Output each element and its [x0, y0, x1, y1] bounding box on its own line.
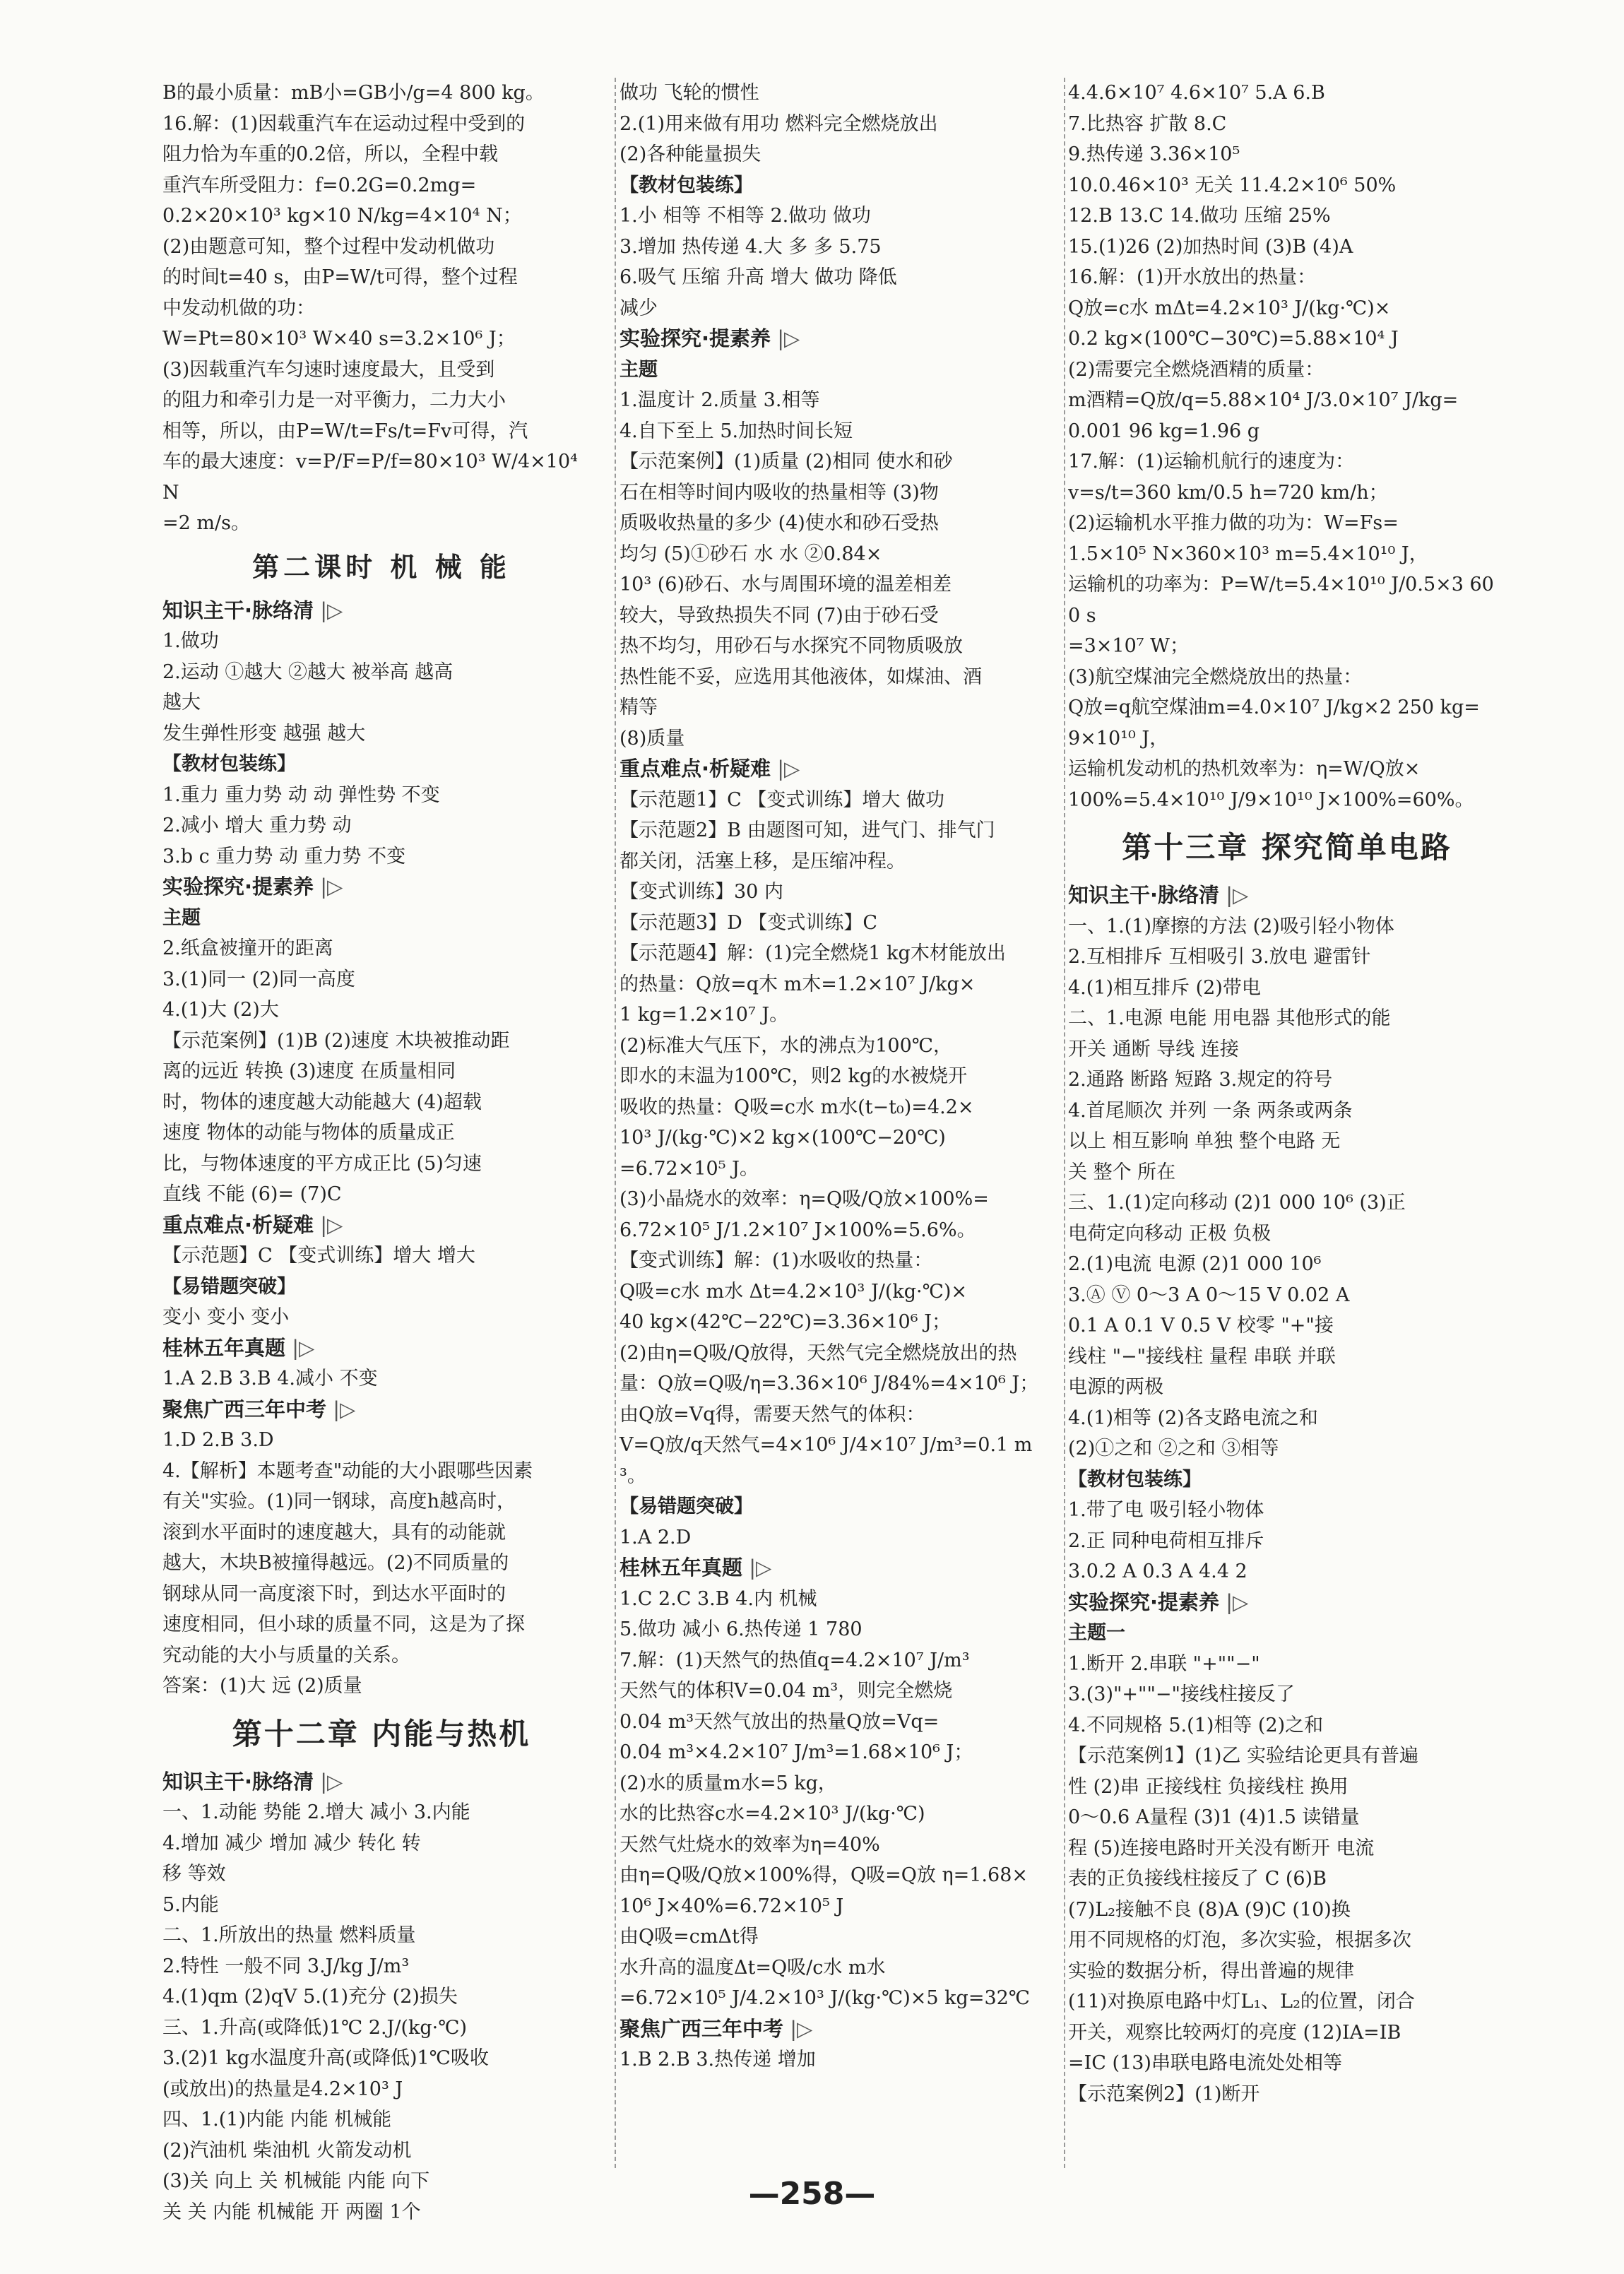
answer-line: 17.解：(1)运输机航行的速度为： [1068, 451, 1355, 473]
answer-line: (3)航空煤油完全燃烧放出的热量： [1068, 665, 1363, 688]
answer-line: 0.1 A 0.1 V 0.5 V 校零 "+"接 [1068, 1315, 1334, 1337]
answer-line: 【示范题4】解：(1)完全燃烧1 kg木材能放出 [620, 942, 1006, 964]
answer-line: 1.C 2.C 3.B 4.内 机械 [620, 1587, 817, 1610]
answer-line: Q吸=c水 m水 Δt=4.2×10³ J/(kg·℃)× [620, 1280, 967, 1303]
answer-line: 3.增加 热传递 4.大 多 多 5.75 [620, 235, 882, 258]
answer-line: (2)汽油机 柴油机 火箭发动机 [162, 2139, 412, 2162]
answer-line: 3.(1)同一 (2)同一高度 [162, 968, 355, 990]
answer-line: 1.B 2.B 3.热传递 增加 [620, 2049, 816, 2071]
answer-line: 一、1.(1)摩擦的方法 (2)吸引轻小物体 [1068, 915, 1394, 937]
answer-line: 水的比热容c水=4.2×10³ J/(kg·℃) [620, 1803, 925, 1825]
answer-line: 开关，观察比较两灯的亮度 (12)IA=IB [1068, 2021, 1401, 2044]
section-heading: 实验探究·提素养 |▷ [1068, 1587, 1506, 1618]
answer-line: =6.72×10⁵ J。 [620, 1157, 759, 1180]
answer-line: =3×10⁷ W； [1068, 635, 1189, 657]
answer-line: 【变式训练】30 内 [620, 881, 783, 903]
section-heading: 桂林五年真题 |▷ [162, 1333, 600, 1364]
answer-line: 【示范题1】C 【变式训练】增大 做功 [620, 788, 945, 811]
answer-line: 中发动机做的功： [162, 297, 315, 319]
answer-line: 用不同规格的灯泡，多次实验，根据多次 [1068, 1929, 1411, 1951]
answer-line: 速度 物体的动能与物体的质量成正 [162, 1122, 455, 1144]
section-heading: 桂林五年真题 |▷ [620, 1553, 1057, 1584]
answer-line: (2)由η=Q吸/Q放得，天然气完全燃烧放出的热 [620, 1342, 1017, 1364]
answer-line: 由Q吸=cmΔt得 [620, 1926, 759, 1948]
answer-line: 4.首尾顺次 并列 一条 两条或两条 [1068, 1099, 1353, 1122]
answer-line: 0.2 kg×(100℃−30℃)=5.88×10⁴ J [1068, 328, 1399, 350]
answer-line: 质吸收热量的多少 (4)使水和砂石受热 [620, 512, 939, 534]
answer-line: 一、1.动能 势能 2.增大 减小 3.内能 [162, 1801, 470, 1823]
answer-line: 二、1.所放出的热量 燃料质量 [162, 1924, 416, 1946]
section-heading: 重点难点·析疑难 |▷ [162, 1210, 600, 1241]
answer-line: (2)标准大气压下，水的沸点为100℃， [620, 1034, 952, 1057]
answer-line: Q放=q航空煤油m=4.0×10⁷ J/kg×2 250 kg= [1068, 697, 1480, 718]
answer-line: 究动能的大小与质量的关系。 [162, 1644, 410, 1666]
answer-line: 由Q放=Vq得，需要天然气的体积： [620, 1403, 925, 1426]
answer-line: 天然气灶烧水的效率为η=40% [620, 1833, 880, 1856]
column-3 [1068, 78, 1506, 2109]
answer-line: =6.72×10⁵ J/4.2×10³ J/(kg·℃)×5 kg=32℃ [620, 1987, 1031, 2009]
answer-line: W=Pt=80×10³ W×40 s=3.2×10⁶ J； [162, 328, 516, 350]
answer-line: V=Q放/q天然气=4×10⁶ J/4×10⁷ J/m³=0.1 m³。 [620, 1434, 1033, 1487]
answer-line: 1.带了电 吸引轻小物体 [1068, 1499, 1264, 1521]
answer-line: 时，物体的速度越大动能越大 (4)超载 [162, 1091, 482, 1113]
answer-line: B的最小质量：mB小=GB小/g=4 800 kg。 [162, 82, 545, 104]
answer-line: 4.4.6×10⁷ 4.6×10⁷ 5.A 6.B [1068, 82, 1325, 104]
answer-line: 离的远近 转换 (3)速度 在质量相同 [162, 1060, 456, 1082]
answer-line: 表的正负接线柱接反了 C (6)B [1068, 1868, 1327, 1890]
subheading: 【教材包装练】 [1068, 1468, 1202, 1491]
answer-line: 四、1.(1)内能 内能 机械能 [162, 2109, 392, 2131]
answer-line: 4.(1)相等 (2)各支路电流之和 [1068, 1407, 1318, 1429]
answer-line: 移 等效 [162, 1863, 226, 1885]
answer-line: 1.温度计 2.质量 3.相等 [620, 389, 820, 411]
answer-line: 4.(1)相互排斥 (2)带电 [1068, 976, 1261, 999]
answer-line: 0.2×20×10³ kg×10 N/kg=4×10⁴ N； [162, 205, 522, 227]
page-number: —258— [748, 2176, 876, 2212]
answer-line: =2 m/s。 [162, 512, 250, 534]
answer-line: 即水的末温为100℃，则2 kg的水被烧开 [620, 1065, 968, 1087]
answer-line: 1.5×10⁵ N×360×10³ m=5.4×10¹⁰ J， [1068, 543, 1428, 565]
answer-line: 做功 飞轮的惯性 [620, 82, 759, 104]
answer-line: 滚到水平面时的速度越大，具有的动能就 [162, 1521, 506, 1544]
section-heading: 实验探究·提素养 |▷ [162, 872, 600, 903]
column-divider [615, 78, 616, 2168]
answer-line: 40 kg×(42℃−22℃)=3.36×10⁶ J； [620, 1311, 951, 1333]
subheading: 【教材包装练】 [620, 174, 753, 196]
answer-line: 1.A 2.B 3.B 4.减小 不变 [162, 1368, 378, 1390]
answer-line: (11)对换原电路中灯L₁、L₂的位置，闭合 [1068, 1991, 1415, 2013]
answer-line: 都关闭，活塞上移，是压缩冲程。 [620, 850, 906, 872]
answer-line: 1.A 2.D [620, 1526, 692, 1548]
section-heading: 知识主干·脉络清 |▷ [162, 1767, 600, 1798]
answer-line: (2)需要完全燃烧酒精的质量： [1068, 358, 1324, 381]
answer-line: 开关 通断 导线 连接 [1068, 1038, 1239, 1060]
answer-line: 2.(1)电流 电源 (2)1 000 10⁶ [1068, 1253, 1322, 1275]
answer-line: 的热量：Q放=q木 m木=1.2×10⁷ J/kg× [620, 973, 976, 995]
answer-line: 电源的两极 [1068, 1376, 1163, 1398]
section-heading: 实验探究·提素养 |▷ [620, 324, 1057, 355]
answer-line: 重汽车所受阻力：f=0.2G=0.2mg= [162, 174, 477, 196]
lesson-title: 第二课时 机 械 能 [252, 551, 511, 583]
answer-line: 9.热传递 3.36×10⁵ [1068, 143, 1240, 165]
answer-line: 【示范案例1】(1)乙 实验结论更具有普遍 [1068, 1745, 1419, 1767]
answer-line: 2.减小 增大 重力势 动 [162, 815, 352, 836]
answer-line: 关 关 内能 机械能 开 两圈 1个 [162, 2201, 421, 2223]
answer-line: 【示范题3】D 【变式训练】C [620, 911, 878, 934]
subheading: 【教材包装练】 [162, 753, 296, 775]
answer-line: (8)质量 [620, 727, 685, 750]
answer-line: 0.04 m³×4.2×10⁷ J/m³=1.68×10⁶ J； [620, 1741, 973, 1763]
answer-line: 16.解：(1)开水放出的热量： [1068, 266, 1317, 288]
answer-line: 2.运动 ①越大 ②越大 被举高 越高 [162, 661, 454, 683]
answer-line: 减少 [620, 297, 658, 319]
answer-line: 比，与物体速度的平方成正比 (5)匀速 [162, 1152, 482, 1175]
answer-line: 100%=5.4×10¹⁰ J/9×10¹⁰ J×100%=60%。 [1068, 788, 1474, 811]
answer-line: v=s/t=360 km/0.5 h=720 km/h； [1068, 481, 1388, 504]
answer-line: 1 kg=1.2×10⁷ J。 [620, 1004, 789, 1026]
chapter-title: 第十三章 探究简单电路 [1122, 830, 1452, 865]
answer-line: (2)运输机水平推力做的功为：W=Fs= [1068, 512, 1399, 534]
answer-line: 阻力恰为车重的0.2倍，所以，全程中载 [162, 143, 498, 165]
answer-line: 4.【解析】本题考查"动能的大小跟哪些因素 [162, 1459, 533, 1482]
answer-line: 4.不同规格 5.(1)相等 (2)之和 [1068, 1714, 1324, 1736]
answer-line: 三、1.(1)定向移动 (2)1 000 10⁶ (3)正 [1068, 1192, 1406, 1214]
answer-line: 【示范题2】B 由题图可知，进气门、排气门 [620, 819, 995, 841]
answer-line: (2)各种能量损失 [620, 143, 761, 165]
answer-line: 运输机发动机的热机效率为：η=W/Q放× [1068, 758, 1421, 780]
answer-line: 3.b c 重力势 动 重力势 不变 [162, 845, 406, 867]
answer-line: 车的最大速度：v=P/F=P/f=80×10³ W/4×10⁴ N [162, 451, 584, 504]
answer-line: 电荷定向移动 正极 负极 [1068, 1222, 1272, 1245]
answer-line: 10⁶ J×40%=6.72×10⁵ J [620, 1895, 844, 1917]
answer-line: 由η=Q吸/Q放×100%得，Q吸=Q放 η=1.68× [620, 1864, 1028, 1886]
answer-line: 的时间t=40 s，由P=W/t可得，整个过程 [162, 266, 518, 288]
answer-line: 3.Ⓐ Ⓥ 0～3 A 0～15 V 0.02 A [1068, 1284, 1350, 1306]
answer-line: 实验的数据分析，得出普遍的规律 [1068, 1960, 1354, 1982]
answer-line: 12.B 13.C 14.做功 压缩 25% [1068, 205, 1331, 227]
answer-line: 0.04 m³天然气放出的热量Q放=Vq= [620, 1710, 940, 1733]
column-1 [162, 78, 600, 2227]
subheading: 主题 [620, 358, 658, 381]
answer-line: 1.重力 重力势 动 动 弹性势 不变 [162, 783, 440, 806]
answer-line: 发生弹性形变 越强 越大 [162, 722, 366, 745]
answer-line: 10³ (6)砂石、水与周围环境的温差相差 [620, 574, 952, 596]
answer-line: 直线 不能 (6)= (7)C [162, 1183, 342, 1205]
answer-line: 10³ J/(kg·℃)×2 kg×(100℃−20℃) [620, 1127, 946, 1149]
answer-line: 0～0.6 A量程 (3)1 (4)1.5 读错量 [1068, 1806, 1360, 1828]
answer-line: 【示范案例】(1)B (2)速度 木块被推动距 [162, 1029, 510, 1052]
answer-line: (7)L₂接触不良 (8)A (9)C (10)换 [1068, 1898, 1351, 1921]
answer-line: 精等 [620, 697, 658, 718]
answer-line: 15.(1)26 (2)加热时间 (3)B (4)A [1068, 235, 1353, 258]
column-divider [1064, 78, 1065, 2168]
answer-line: (或放出)的热量是4.2×10³ J [162, 2078, 403, 2100]
answer-line: 二、1.电源 电能 用电器 其他形式的能 [1068, 1007, 1391, 1029]
answer-line: 水升高的温度Δt=Q吸/c水 m水 [620, 1956, 886, 1979]
subheading: 【易错题突破】 [162, 1275, 296, 1298]
chapter-title: 第十二章 内能与热机 [232, 1716, 531, 1751]
answer-line: 相等，所以，由P=W/t=Fs/t=Fv可得，汽 [162, 420, 528, 442]
answer-line: 2.(1)用来做有用功 燃料完全燃烧放出 [620, 112, 938, 135]
answer-line: 以上 相互影响 单独 整个电路 无 [1068, 1130, 1341, 1152]
answer-line: 10.0.46×10³ 无关 11.4.2×10⁶ 50% [1068, 174, 1397, 196]
answer-line: 三、1.升高(或降低)1℃ 2.J/(kg·℃) [162, 2016, 467, 2039]
subheading: 【易错题突破】 [620, 1496, 753, 1517]
answer-line: 16.解：(1)因载重汽车在运动过程中受到的 [162, 112, 526, 135]
answer-line: (2)水的质量m水=5 kg， [620, 1772, 837, 1794]
answer-line: 【示范题】C 【变式训练】增大 增大 [162, 1245, 475, 1267]
answer-line: 0.001 96 kg=1.96 g [1068, 420, 1260, 442]
answer-line: 7.比热容 扩散 8.C [1068, 112, 1227, 135]
answer-line: (3)小晶烧水的效率：η=Q吸/Q放×100%= [620, 1188, 989, 1210]
answer-line: 性 (2)串 正接线柱 负接线柱 换用 [1068, 1775, 1349, 1798]
answer-line: 天然气的体积V=0.04 m³，则完全燃烧 [620, 1680, 953, 1702]
answer-line: 6.吸气 压缩 升高 增大 做功 降低 [620, 266, 897, 288]
answer-line: m酒精=Q放/q=5.88×10⁴ J/3.0×10⁷ J/kg= [1068, 389, 1459, 411]
answer-line: 7.解：(1)天然气的热值q=4.2×10⁷ J/m³ [620, 1649, 970, 1671]
answer-line: 【示范案例】(1)质量 (2)相同 使水和砂 [620, 451, 953, 473]
answer-line: 运输机的功率为：P=W/t=5.4×10¹⁰ J/0.5×3 600 s [1068, 574, 1494, 627]
answer-line: 4.自下至上 5.加热时间长短 [620, 420, 853, 442]
answer-line: 程 (5)连接电路时开关没有断开 电流 [1068, 1837, 1375, 1859]
answer-line: 有关"实验。(1)同一钢球，高度h越高时， [162, 1491, 516, 1512]
answer-line: 3.(2)1 kg水温度升高(或降低)1℃吸收 [162, 2047, 489, 2069]
answer-line: 速度相同，但小球的质量不同，这是为了探 [162, 1613, 525, 1635]
section-heading: 聚焦广西三年中考 |▷ [620, 2014, 1057, 2045]
answer-line: 【示范案例2】(1)断开 [1068, 2083, 1260, 2105]
answer-line: 的阻力和牵引力是一对平衡力，二力大小 [162, 389, 506, 411]
answer-line: 变小 变小 变小 [162, 1306, 290, 1328]
column-2 [620, 78, 1057, 2075]
answer-line: (3)关 向上 关 机械能 内能 向下 [162, 2170, 430, 2192]
answer-line: 2.通路 断路 短路 3.规定的符号 [1068, 1069, 1333, 1091]
answer-line: 【变式训练】解：(1)水吸收的热量： [620, 1250, 933, 1272]
answer-line: 线柱 "−"接线柱 量程 串联 并联 [1068, 1345, 1336, 1368]
answer-line: 1.小 相等 不相等 2.做功 做功 [620, 205, 871, 227]
answer-line: 关 整个 所在 [1068, 1161, 1176, 1183]
answer-line: 较大，导致热损失不同 (7)由于砂石受 [620, 604, 939, 627]
answer-line: 越大，木块B被撞得越远。(2)不同质量的 [162, 1552, 509, 1574]
answer-line: 热性能不妥，应选用其他液体，如煤油、酒 [620, 665, 982, 688]
answer-line: 4.增加 减少 增加 减少 转化 转 [162, 1832, 421, 1854]
answer-line: (3)因载重汽车匀速时速度最大，且受到 [162, 358, 495, 381]
answer-line: 1.做功 [162, 630, 219, 652]
answer-line: 2.特性 一般不同 3.J/kg J/m³ [162, 1955, 410, 1977]
answer-line: 答案：(1)大 远 (2)质量 [162, 1675, 362, 1697]
answer-line: 均匀 (5)①砂石 水 水 ②0.84× [620, 543, 882, 565]
answer-line: 1.D 2.B 3.D [162, 1429, 274, 1451]
answer-line: =IC (13)串联电路电流处处相等 [1068, 2052, 1342, 2074]
answer-line: 5.做功 减小 6.热传递 1 780 [620, 1618, 863, 1640]
answer-line: 钢球从同一高度滚下时，到达水平面时的 [162, 1582, 506, 1605]
answer-line: 3.0.2 A 0.3 A 4.4 2 [1068, 1561, 1247, 1582]
answer-line: 2.正 同种电荷相互排斥 [1068, 1529, 1264, 1552]
subheading: 主题一 [1068, 1622, 1125, 1644]
answer-line: 热不均匀，用砂石与水探究不同物质吸放 [620, 635, 963, 657]
section-heading: 重点难点·析疑难 |▷ [620, 754, 1057, 785]
answer-line: 2.纸盒被撞开的距离 [162, 937, 333, 959]
answer-line: Q放=c水 mΔt=4.2×10³ J/(kg·℃)× [1068, 297, 1391, 319]
answer-line: 3.(3)"+""−"接线柱接反了 [1068, 1683, 1295, 1705]
answer-line: 5.内能 [162, 1893, 219, 1916]
answer-line: 2.互相排斥 互相吸引 3.放电 避雷针 [1068, 946, 1371, 968]
answer-line: 4.(1)qm (2)qV 5.(1)充分 (2)损失 [162, 1986, 458, 2008]
answer-line: 4.(1)大 (2)大 [162, 999, 279, 1021]
answer-line: 量：Q放=Q吸/η=3.36×10⁶ J/84%=4×10⁶ J； [620, 1373, 1039, 1394]
answer-line: 吸收的热量：Q吸=c水 m水(t−t₀)=4.2× [620, 1096, 974, 1118]
section-heading: 知识主干·脉络清 |▷ [1068, 880, 1506, 911]
answer-line: (2)①之和 ②之和 ③相等 [1068, 1438, 1279, 1459]
section-heading: 知识主干·脉络清 |▷ [162, 596, 600, 627]
answer-line: 越大 [162, 692, 201, 713]
answer-line: 1.断开 2.串联 "+""−" [1068, 1652, 1260, 1675]
subheading: 主题 [162, 906, 201, 929]
answer-line: 石在相等时间内吸收的热量相等 (3)物 [620, 481, 939, 504]
section-heading: 聚焦广西三年中考 |▷ [162, 1394, 600, 1426]
answer-line: 6.72×10⁵ J/1.2×10⁷ J×100%=5.6%。 [620, 1219, 976, 1241]
answer-line: 9×10¹⁰ J， [1068, 727, 1169, 750]
answer-line: (2)由题意可知，整个过程中发动机做功 [162, 235, 495, 258]
